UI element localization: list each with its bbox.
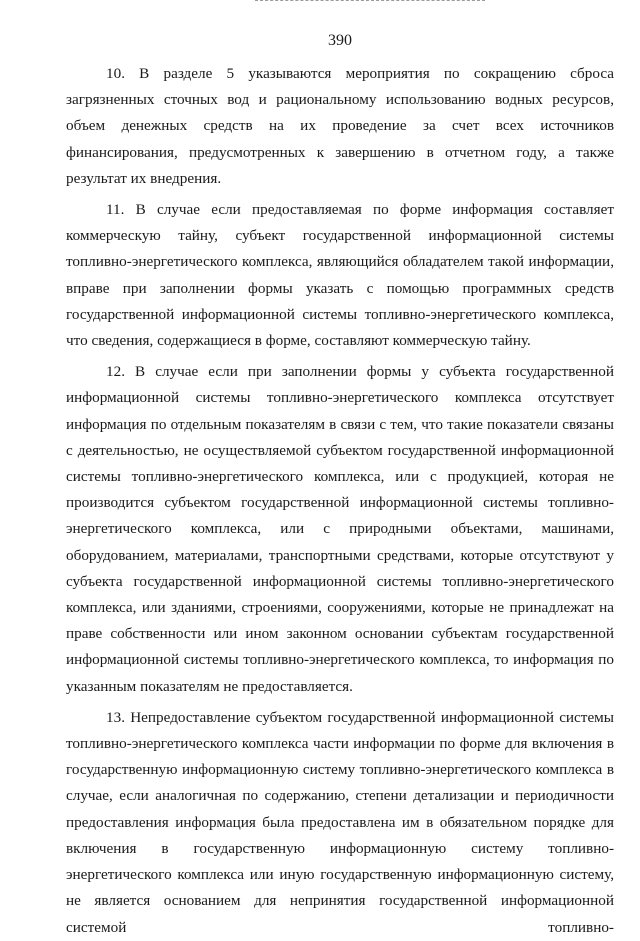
scan-edge-mark (255, 0, 485, 3)
paragraph-12: 12. В случае если при заполнении формы у субъекта государственной информационной системы топливно-энергетического комплекса отсутствует информация по отдельным показателям в связи с тем, что такие показатели связаны с деятельностью, не осуществляемой субъектом государственной информационной системы топливно-энергетического комплекса, или с продукцией, которая не производится субъектом государственной информационной системы топливно-энергетического комплекса, или с природными объектами, машинами, оборудованием, материалами, транспортными средствами, которые отсутствуют у субъекта государственной информационной системы топливно-энергетического комплекса, или зданиями, строениями, сооружениями, которые не принадлежат на праве собственности или ином законном основании субъектам государственной информационной системы топливно-энергетического комплекса, то информация по указанным показателям не предоставляется. (66, 363, 614, 695)
paragraph-13: 13. Непредоставление субъектом государственной информационной системы топливно-энергетического комплекса части информации по форме для включения в государственную информационную систему топливно-энергетического комплекса в случае, если аналогичная по содержанию, степени детализации и периодичности предоставления информация была предоставлена им в обязательном порядке для включения в государственную информационную систему топливно-энергетического комплекса или иную государственную информационную систему, не является основанием для непринятия государственной информационной системой топливно- (66, 708, 614, 936)
paragraph-10: 10. В разделе 5 указываются мероприятия по сокращению сброса загрязненных сточных вод и рациональному использованию водных ресурсов, объем денежных средств на их проведение за счет всех источников финансирования, предусмотренных к завершению в отчетном году, а также результат их внедрения. (66, 65, 614, 187)
document-body (66, 61, 614, 941)
paragraph-11: 11. В случае если предоставляемая по форме информация составляет коммерческую тайну, субъект государственной информационной системы топливно-энергетического комплекса, являющийся обладателем такой информации, вправе при заполнении формы указать с помощью программных средств государственной информационной системы топливно-энергетического комплекса, что сведения, содержащиеся в форме, составляют коммерческую тайну. (66, 201, 614, 350)
page-number: 390 (328, 32, 352, 49)
